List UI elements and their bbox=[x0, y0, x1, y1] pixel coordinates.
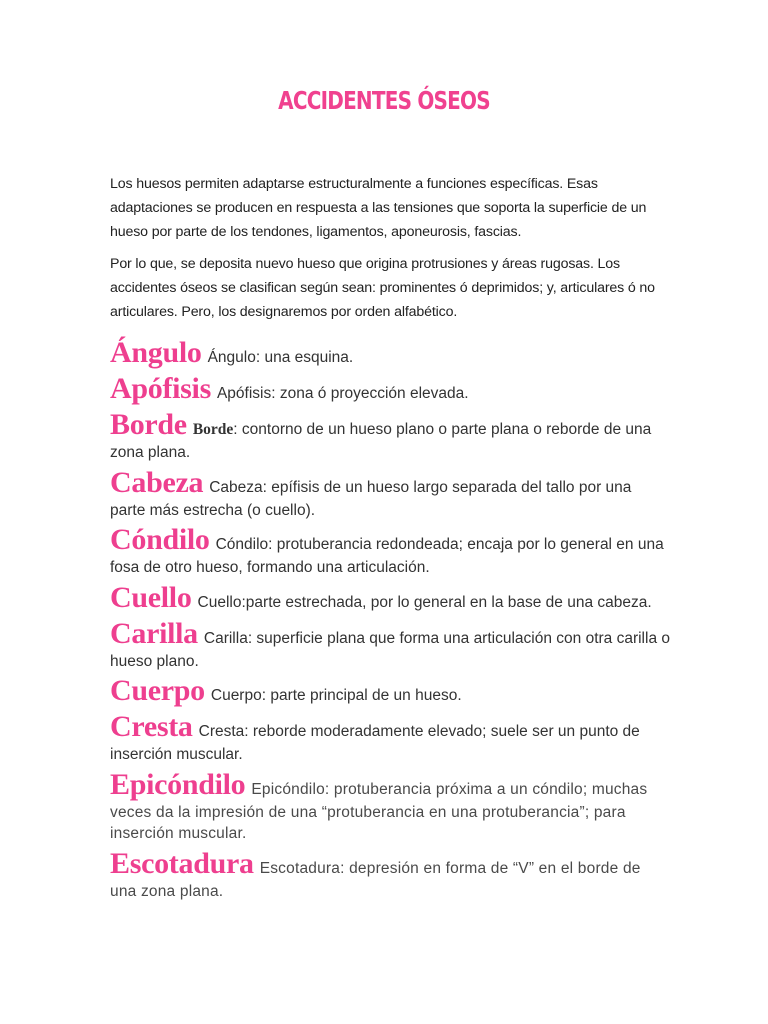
glossary-term: Epicóndilo bbox=[110, 767, 246, 801]
glossary-entry bbox=[110, 466, 670, 522]
glossary-definition: Ángulo: una esquina. bbox=[207, 349, 354, 366]
glossary-entry bbox=[110, 674, 670, 708]
glossary-definition: Escotadura: depresión en forma de “V” en el borde de una zona plana. bbox=[110, 859, 641, 900]
glossary-definition: Carilla: superficie plana que forma una articulación con otra carilla o hueso plano. bbox=[110, 629, 670, 670]
glossary-term: Cresta bbox=[110, 710, 193, 743]
glossary-term: Borde bbox=[110, 408, 187, 441]
intro-paragraph-1: Los huesos permiten adaptarse estructuralmente a funciones específicas. Esas adaptaciones se producen en respuesta a las tensiones que soporta la superficie de un hueso por parte de los tendones, ligamentos, aponeurosis, fascias. bbox=[110, 176, 647, 240]
glossary-entry bbox=[110, 581, 670, 615]
glossary-definition: Apófisis: zona ó proyección elevada. bbox=[216, 385, 469, 402]
page-title: ACCIDENTES ÓSEOS bbox=[278, 86, 490, 115]
glossary-term: Cabeza bbox=[110, 465, 204, 499]
glossary-inline-term: Borde bbox=[192, 421, 234, 438]
glossary-definition: : contorno de un hueso plano o parte plana o reborde de una zona plana. bbox=[110, 421, 652, 461]
glossary-definition: Cóndilo: protuberancia redondeada; encaja por lo general en una fosa de otro hueso, formando una articulación. bbox=[110, 536, 664, 576]
glossary-term: Cuello bbox=[110, 580, 192, 614]
glossary-entry bbox=[110, 523, 670, 579]
glossary-term: Cóndilo bbox=[110, 523, 210, 556]
glossary-entry bbox=[110, 847, 670, 903]
glossary-definition: Cuello:parte estrechada, por lo general en la base de una cabeza. bbox=[197, 593, 652, 611]
glossary-definition: Epicóndilo: protuberancia próxima a un cóndilo; muchas veces da la impresión de una “protuberancia en una protuberancia”; para inserción muscular. bbox=[110, 780, 648, 842]
glossary-term: Ángulo bbox=[110, 336, 202, 369]
glossary-definition: Cresta: reborde moderadamente elevado; suele ser un punto de inserción muscular. bbox=[110, 723, 640, 763]
glossary-term: Cuerpo bbox=[110, 674, 205, 707]
glossary-entry bbox=[110, 336, 670, 370]
glossary-definition: Cabeza: epífisis de un hueso largo separada del tallo por una parte más estrecha (o cuello). bbox=[110, 478, 632, 519]
glossary-definition: Cuerpo: parte principal de un hueso. bbox=[210, 687, 462, 704]
glossary-term: Carilla bbox=[110, 616, 198, 650]
glossary-term: Escotadura bbox=[110, 846, 254, 880]
glossary-list bbox=[110, 336, 670, 904]
glossary-entry bbox=[110, 710, 670, 766]
glossary-term: Apófisis bbox=[110, 372, 211, 405]
glossary-entry bbox=[110, 768, 670, 845]
glossary-entry bbox=[110, 617, 670, 673]
glossary-entry bbox=[110, 408, 670, 464]
glossary-entry bbox=[110, 372, 670, 406]
intro-paragraph-2: Por lo que, se deposita nuevo hueso que origina protrusiones y áreas rugosas. Los accidentes óseos se clasifican según sean: prominentes ó deprimidos; y, articulares ó no articulares. Pero, los designaremos por orden alfabético. bbox=[110, 256, 655, 320]
